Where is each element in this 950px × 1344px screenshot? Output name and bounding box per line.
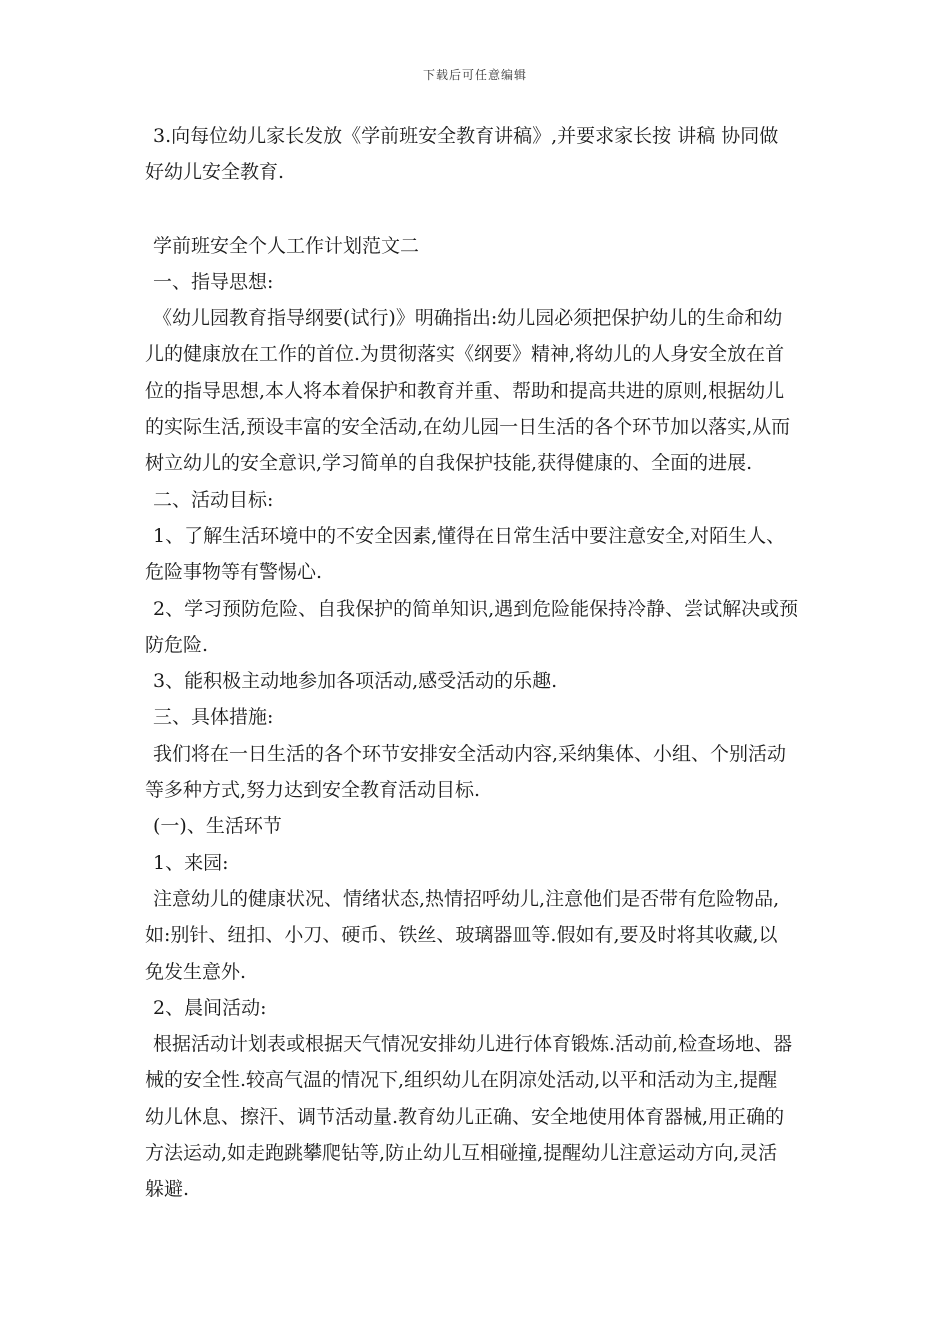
paragraph-line: 如:别针、纽扣、小刀、硬币、铁丝、玻璃器皿等.假如有,要及时将其收藏,以 [145, 924, 778, 947]
blank-line [145, 191, 815, 228]
paragraph-line: 好幼儿安全教育. [145, 161, 285, 184]
paragraph-line: 免发生意外. [145, 960, 247, 983]
paragraph-line: 危险事物等有警惕心. [145, 561, 323, 584]
paragraph-line: 位的指导思想,本人将本着保护和教育并重、帮助和提高共进的原则,根据幼儿 [145, 379, 785, 402]
paragraph-line: 的实际生活,预设丰富的安全活动,在幼儿园一日生活的各个环节加以落实,从而 [145, 416, 791, 439]
paragraph-line: 械的安全性.较高气温的情况下,组织幼儿在阴凉处活动,以平和活动为主,提醒 [145, 1069, 778, 1092]
section-heading: 二、活动目标: [153, 488, 274, 511]
paragraph-line: 《幼儿园教育指导纲要(试行)》明确指出:幼儿园必须把保护幼儿的生命和幼 [153, 307, 783, 330]
paragraph-line: 防危险. [145, 633, 209, 656]
paragraph-line: 等多种方式,努力达到安全教育活动目标. [145, 779, 481, 802]
paragraph-line: 树立幼儿的安全意识,学习简单的自我保护技能,获得健康的、全面的进展. [145, 452, 753, 475]
item-heading: 2、晨间活动: [153, 996, 267, 1019]
page-header: 下载后可任意编辑 [422, 68, 527, 82]
paragraph-line: 方法运动,如走跑跳攀爬钻等,防止幼儿互相碰撞,提醒幼儿注意运动方向,灵活 [145, 1142, 778, 1165]
paragraph-line: 注意幼儿的健康状况、情绪状态,热情招呼幼儿,注意他们是否带有危险物品, [153, 887, 780, 910]
paragraph-line: 1、了解生活环境中的不安全因素,懂得在日常生活中要注意安全,对陌生人、 [153, 524, 786, 547]
paragraph-line: 躲避. [145, 1178, 190, 1201]
item-heading: 1、来园: [153, 851, 229, 874]
paragraph-line: 3、能积极主动地参加各项活动,感受活动的乐趣. [153, 670, 558, 693]
paragraph-line: 2、学习预防危险、自我保护的简单知识,遇到危险能保持冷静、尝试解决或预 [153, 597, 799, 620]
paragraph-line: 我们将在一日生活的各个环节安排安全活动内容,采纳集体、小组、个别活动 [153, 742, 787, 765]
paragraph-line: 3.向每位幼儿家长发放《学前班安全教育讲稿》,并要求家长按 讲稿 协同做 [153, 125, 779, 147]
subsection-heading: (一)、生活环节 [153, 815, 282, 838]
paragraph-line: 幼儿休息、擦汗、调节活动量.教育幼儿正确、安全地使用体育器械,用正确的 [145, 1105, 785, 1128]
document-body [145, 118, 815, 1208]
paragraph-line: 儿的健康放在工作的首位.为贯彻落实《纲要》精神,将幼儿的人身安全放在首 [145, 343, 785, 366]
section-title: 学前班安全个人工作计划范文二 [153, 234, 420, 257]
section-heading: 三、具体措施: [153, 706, 274, 729]
paragraph-line: 根据活动计划表或根据天气情况安排幼儿进行体育锻炼.活动前,检查场地、器 [153, 1033, 793, 1056]
section-heading: 一、指导思想: [153, 270, 274, 293]
